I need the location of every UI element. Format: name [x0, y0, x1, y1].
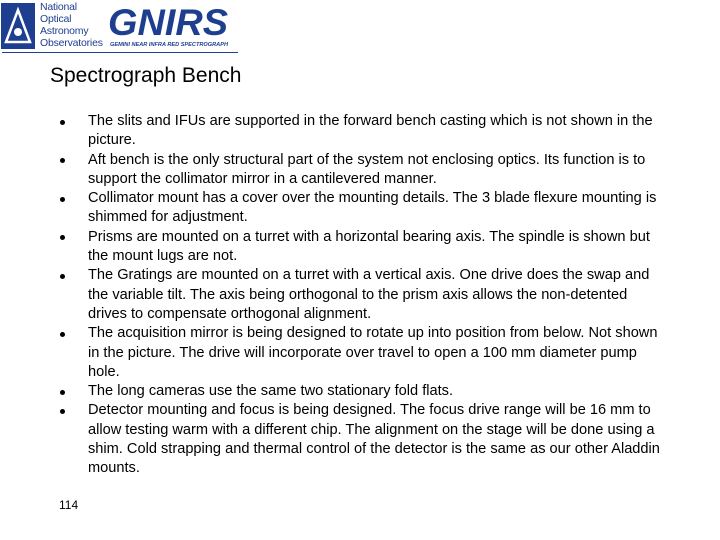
bullet-text: The long cameras use the same two stationary fold flats. — [88, 383, 454, 400]
bullet-icon — [60, 390, 65, 395]
noao-line: National — [40, 1, 77, 13]
bullet-icon — [60, 120, 65, 125]
bullet-item — [0, 324, 668, 382]
bullet-text: Aft bench is the only structural part of the system not enclosing optics. Its function is to support the collimator mirror in a cantilevered manner. — [88, 151, 646, 187]
noao-line: Astronomy — [40, 25, 89, 37]
bullet-text: The acquisition mirror is being designed to rotate up into position from below. Not shown in the picture. The drive will incorporate over travel to open a 100 mm diameter pump hole. — [88, 325, 658, 380]
bullet-icon — [60, 235, 65, 240]
gnirs-logo-subtitle: GEMINI NEAR INFRA RED SPECTROGRAPH — [110, 42, 229, 48]
gnirs-logo — [108, 0, 238, 50]
slide-header — [0, 0, 720, 60]
noao-wordmark — [40, 1, 103, 49]
bullet-item — [0, 401, 668, 478]
noao-line: Optical — [40, 13, 72, 25]
bullet-text: Prisms are mounted on a turret with a horizontal bearing axis. The spindle is shown but the mount lugs are not. — [88, 228, 650, 265]
bullet-icon — [60, 409, 65, 414]
bullet-item — [0, 228, 668, 267]
bullet-icon — [60, 158, 65, 163]
bullet-item — [0, 189, 668, 228]
bullet-item — [0, 382, 668, 401]
bullet-text: The Gratings are mounted on a turret with a vertical axis. One drive does the swap and the variable tilt. The axis being orthogonal to the prism axis allows the non-detented drives to compensate orthogonal alignment. — [88, 267, 650, 322]
bullet-item — [0, 151, 668, 190]
bullet-icon — [60, 274, 65, 279]
bullet-icon — [60, 197, 65, 202]
bullet-text: Detector mounting and focus is being designed. The focus drive range will be 16 mm to allow testing warm with a different chip. The alignment on the stage will be done using a shim. Cold strapping and thermal control of the detector is the same as our other Aladdin mounts. — [88, 402, 660, 477]
noao-line: Observatories — [40, 37, 103, 49]
bullet-item — [0, 112, 668, 151]
bullet-item — [0, 266, 668, 324]
bullet-icon — [60, 332, 65, 337]
bullet-list — [0, 112, 720, 479]
header-divider — [2, 52, 238, 53]
page-number: 114 — [59, 498, 79, 512]
bullet-text: Collimator mount has a cover over the mounting details. The 3 blade flexure mounting is shimmed for adjustment. — [88, 190, 657, 226]
page-title: Spectrograph Bench — [50, 64, 242, 87]
gnirs-logo-title: GNIRS — [108, 2, 229, 43]
noao-logo-icon — [0, 2, 36, 50]
bullet-text: The slits and IFUs are supported in the forward bench casting which is not shown in the picture. — [88, 113, 653, 149]
